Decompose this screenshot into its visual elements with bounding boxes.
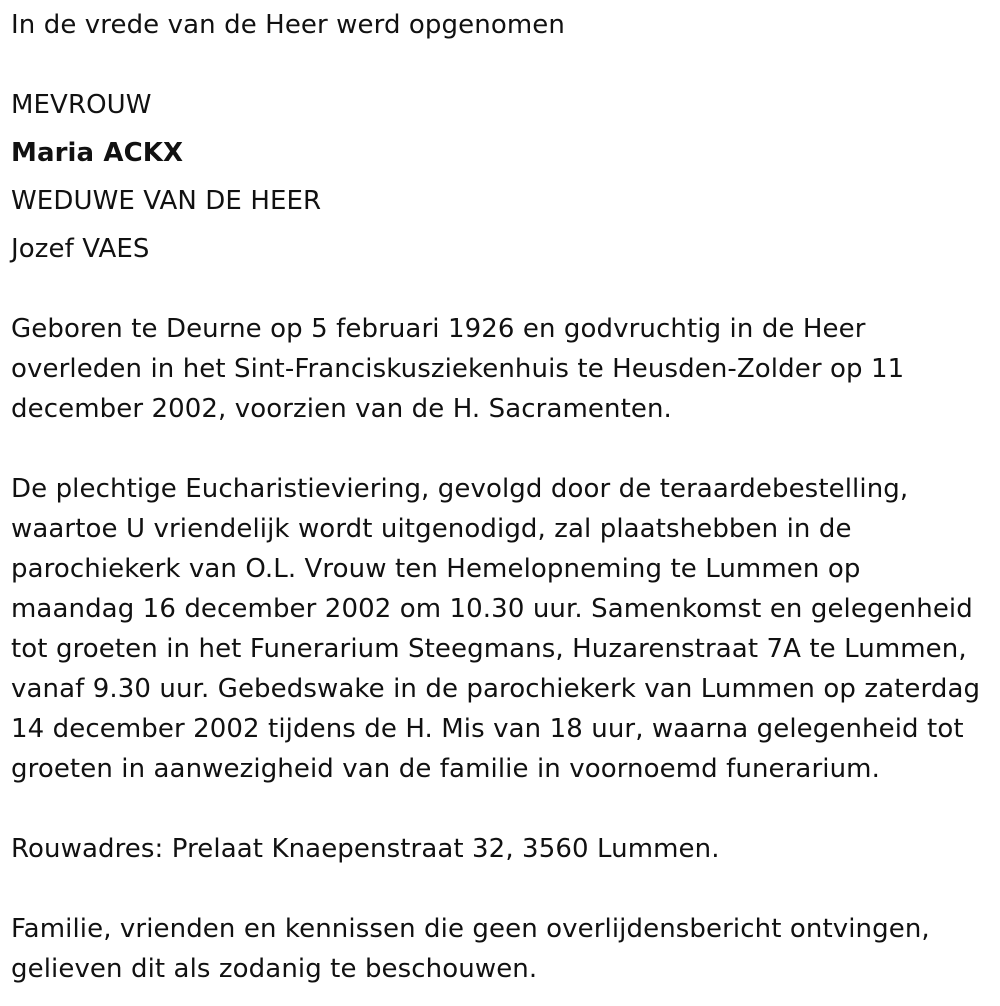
- mourning-address: Rouwadres: Prelaat Knaepenstraat 32, 3560 Lummen.: [11, 834, 720, 864]
- funeral-line: 14 december 2002 tijdens de H. Mis van 18 uur, waarna gelegenheid tot: [11, 714, 964, 744]
- deceased-name: Maria ACKX: [11, 138, 184, 168]
- funeral-line: parochiekerk van O.L. Vrouw ten Hemelopneming te Lummen op: [11, 554, 861, 584]
- funeral-line: vanaf 9.30 uur. Gebedswake in de parochiekerk van Lummen op zaterdag: [11, 674, 981, 704]
- spouse-name: Jozef VAES: [11, 234, 150, 264]
- birth-death-line: overleden in het Sint-Franciskusziekenhuis te Heusden-Zolder op 11: [11, 354, 905, 384]
- widow-of-label: WEDUWE VAN DE HEER: [11, 186, 322, 216]
- notice-line: Familie, vrienden en kennissen die geen overlijdensbericht ontvingen,: [11, 914, 930, 944]
- honorific: MEVROUW: [11, 90, 152, 120]
- notice-line: gelieven dit als zodanig te beschouwen.: [11, 954, 538, 984]
- funeral-line: De plechtige Eucharistieviering, gevolgd door de teraardebestelling,: [11, 474, 909, 504]
- funeral-line: tot groeten in het Funerarium Steegmans, Huzarenstraat 7A te Lummen,: [11, 634, 967, 664]
- intro-line: In de vrede van de Heer werd opgenomen: [11, 10, 565, 40]
- funeral-line: groeten in aanwezigheid van de familie in voornoemd funerarium.: [11, 754, 880, 784]
- birth-death-line: december 2002, voorzien van de H. Sacramenten.: [11, 394, 672, 424]
- funeral-line: maandag 16 december 2002 om 10.30 uur. Samenkomst en gelegenheid: [11, 594, 973, 624]
- funeral-line: waartoe U vriendelijk wordt uitgenodigd, zal plaatshebben in de: [11, 514, 852, 544]
- birth-death-line: Geboren te Deurne op 5 februari 1926 en godvruchtig in de Heer: [11, 314, 866, 344]
